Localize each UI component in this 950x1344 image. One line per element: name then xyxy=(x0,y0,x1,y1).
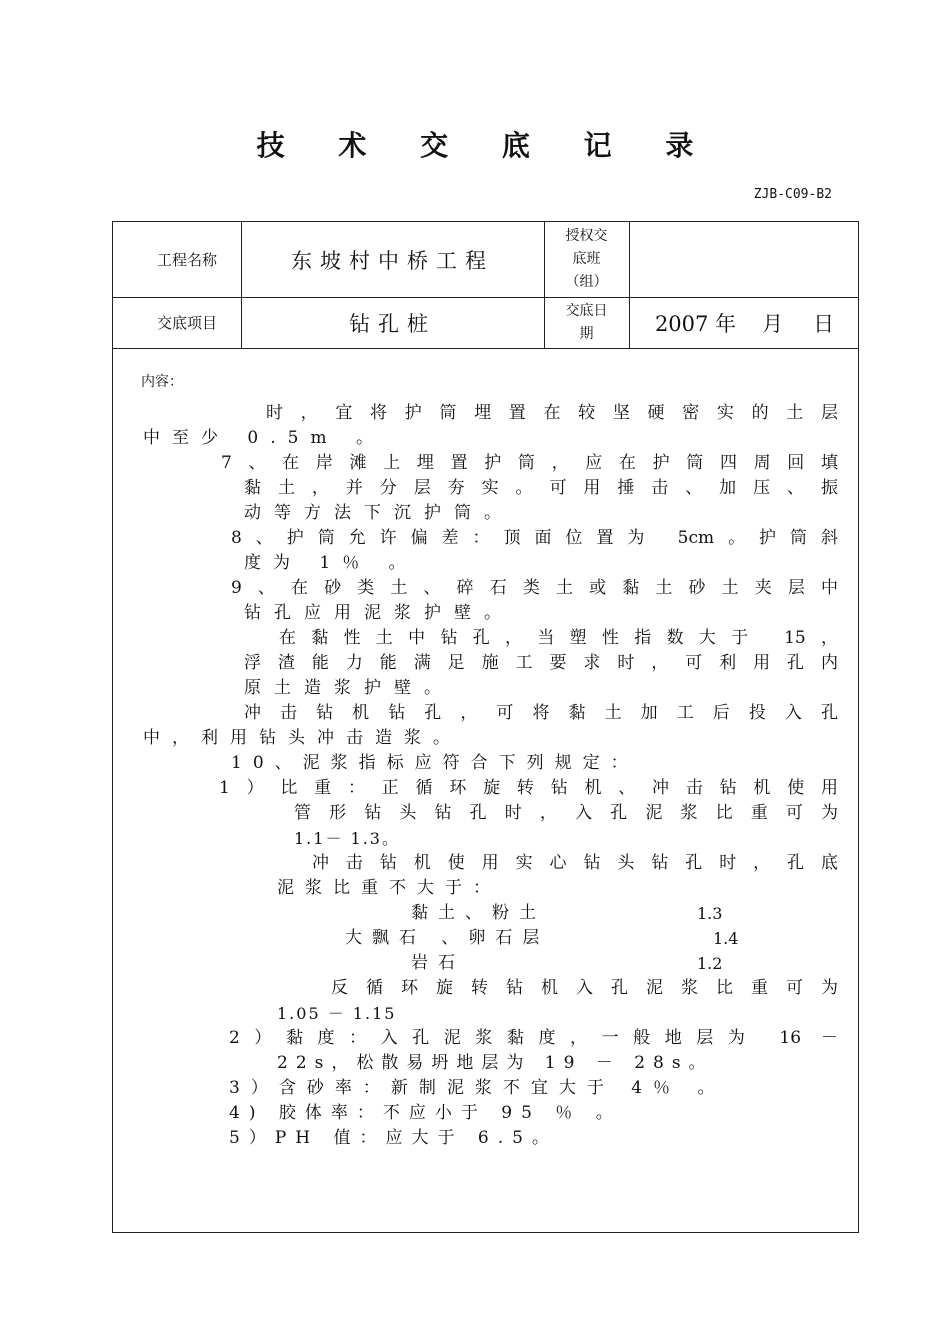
text-line: 动等方法下沉护筒。 xyxy=(244,503,514,523)
text-line: 冲击钻机使用实心钻头钻孔时，孔底 xyxy=(312,853,838,873)
text-line: 5）PH 值：应大于 6.5。 xyxy=(229,1128,558,1148)
text-line: 7、在岸滩上埋置护筒，应在护筒四周回填 xyxy=(221,453,838,473)
text-line: 3）含砂率：新制泥浆不宜大于 4％ 。 xyxy=(229,1078,726,1098)
text-line: 中，利用钻头冲击造浆。 xyxy=(143,728,462,748)
auth-team-value xyxy=(629,222,860,297)
table-cell: 1.2 xyxy=(697,954,723,973)
text-line: 1.1－ 1.3。 xyxy=(294,829,400,848)
text-line: 8、护筒允许偏差：顶面位置为 5cm。护筒斜 xyxy=(231,528,838,548)
auth-team-label: 授权交 底班 （组） xyxy=(565,228,608,290)
text-line: 钻孔应用泥浆护壁。 xyxy=(244,603,514,623)
text-line: 1）比重：正循环旋转钻机、冲击钻机使用 xyxy=(219,778,838,798)
date-day: 日 xyxy=(813,311,835,336)
page-title: 技 术 交 底 记 录 xyxy=(256,129,716,162)
text-line: 浮渣能力能满足施工要求时，可利用孔内 xyxy=(244,653,838,673)
text-line: 4) 胶体率：不应小于 95 ％ 。 xyxy=(229,1103,622,1123)
date-value xyxy=(629,297,860,348)
text-line: 原土造浆护壁。 xyxy=(244,678,454,698)
text-line: 在黏性土中钻孔，当塑性指数大于 15， xyxy=(279,628,838,648)
text-line: 2）黏度：入孔泥浆黏度，一般地层为 16 － xyxy=(229,1028,838,1048)
project-name-label: 工程名称 xyxy=(156,251,217,269)
row-divider xyxy=(113,348,858,349)
text-line: 黏土，并分层夯实。可用捶击、加压、振 xyxy=(244,478,838,498)
table-cell: 1.4 xyxy=(713,929,739,948)
text-line: 22s，松散易坍地层为 19 － 28s。 xyxy=(277,1053,714,1073)
project-name-value: 东坡村中桥工程 xyxy=(291,248,494,273)
date-label: 交底日 期 xyxy=(565,302,608,342)
table-cell: 岩石 xyxy=(411,953,465,973)
text-line: 中至少 0.5m 。 xyxy=(143,428,385,448)
text-line: 管形钻头钻孔时，入孔泥浆比重可为 xyxy=(294,803,838,823)
record-table xyxy=(112,221,859,1233)
item-label: 交底项目 xyxy=(156,314,217,332)
text-line: 9、在砂类土、碎石类土或黏土砂土夹层中 xyxy=(231,578,838,598)
text-line: 冲击钻机钻孔，可将黏土加工后投入孔 xyxy=(244,703,838,723)
text-line: 1.05 － 1.15 xyxy=(277,1004,397,1023)
table-cell: 大飘石 、卵石层 xyxy=(345,928,550,948)
table-cell: 黏土、粉土 xyxy=(411,903,546,923)
date-year: 2007 年 xyxy=(654,311,737,336)
table-cell: 1.3 xyxy=(697,904,723,923)
date-month: 月 xyxy=(762,311,784,336)
item-value: 钻孔桩 xyxy=(349,311,436,336)
text-line: 泥浆比重不大于： xyxy=(277,878,501,898)
content-label: 内容： xyxy=(141,374,183,390)
text-line: 10、泥浆指标应符合下列规定： xyxy=(231,753,639,773)
text-line: 反循环旋转钻机入孔泥浆比重可为 xyxy=(331,978,838,998)
form-code: ZJB-C09-B2 xyxy=(753,187,832,202)
text-line: 度为 1％ 。 xyxy=(244,553,418,573)
text-line: 时，宜将护筒埋置在较坚硬密实的土层 xyxy=(266,403,838,423)
